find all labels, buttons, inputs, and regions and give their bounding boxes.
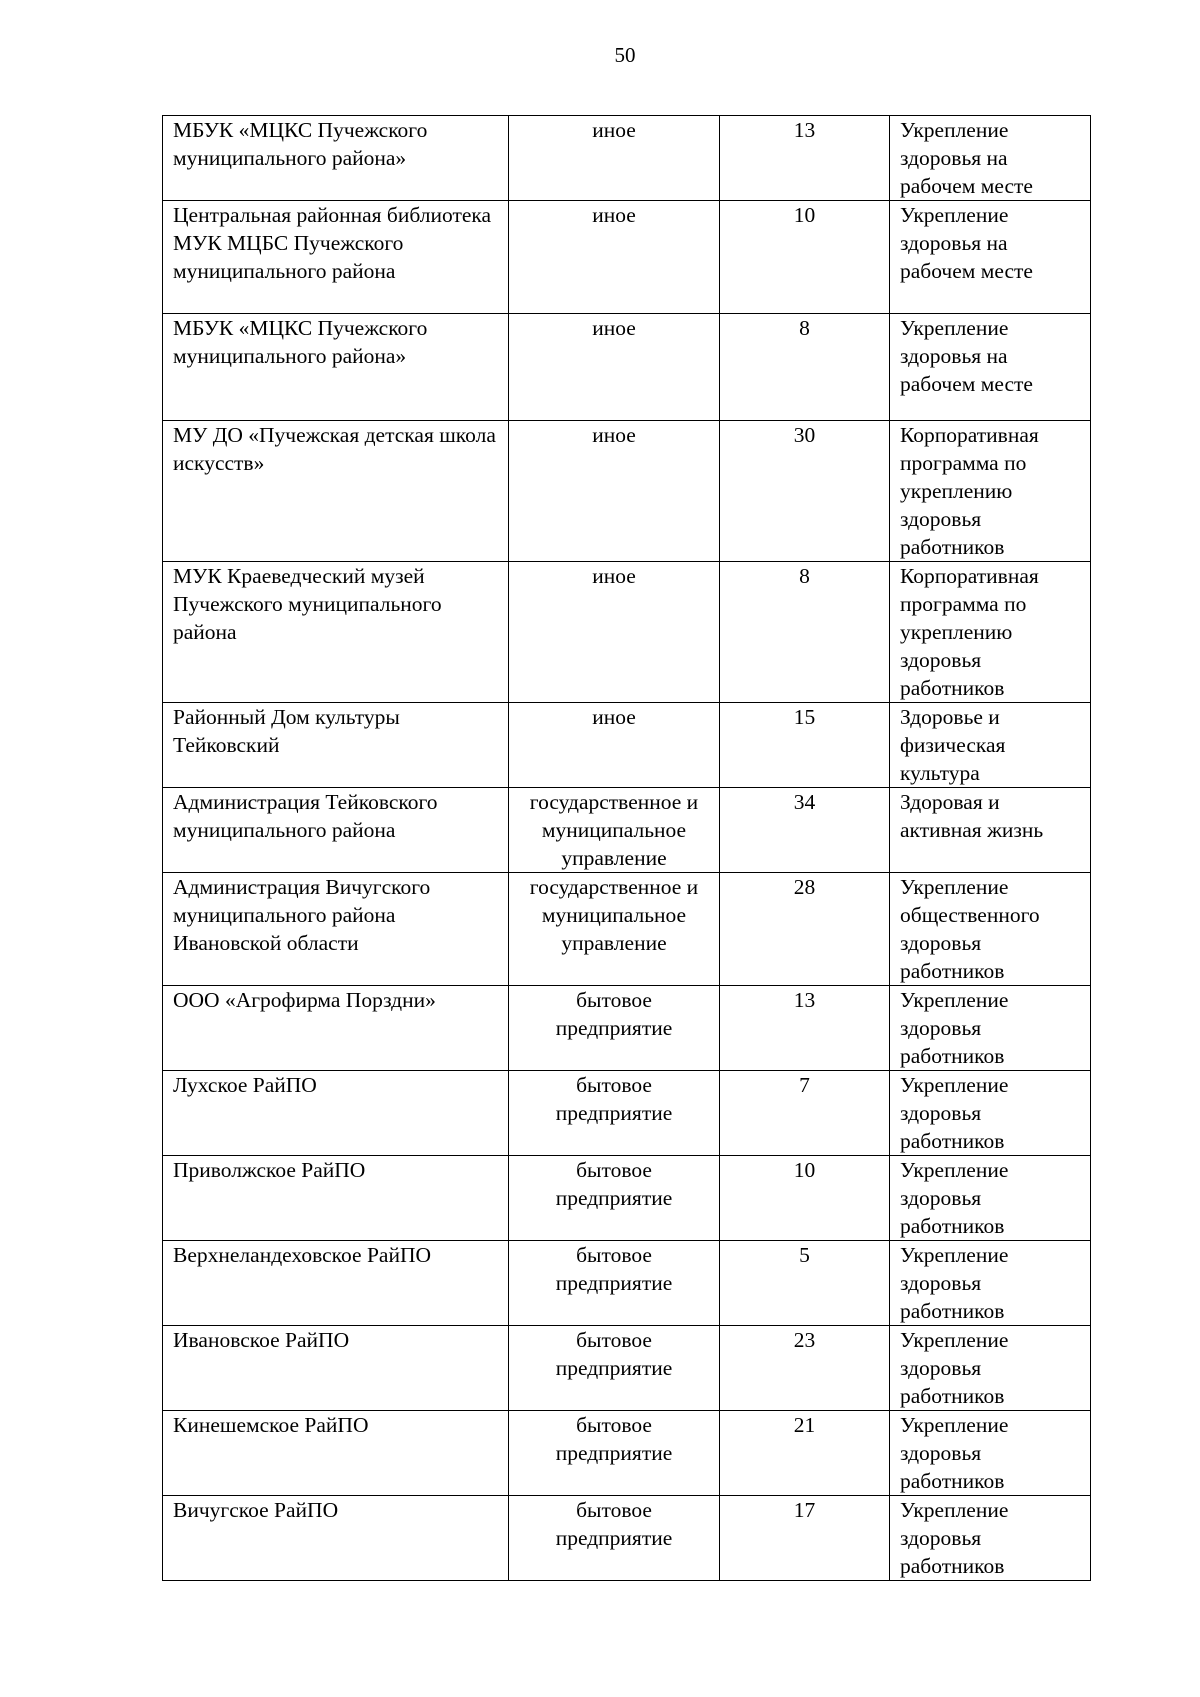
table-row bbox=[163, 116, 1091, 201]
table-row bbox=[163, 562, 1091, 703]
table-row bbox=[163, 1496, 1091, 1581]
sector-cell: бытовое предприятие bbox=[509, 1496, 720, 1581]
table-row bbox=[163, 1071, 1091, 1156]
org-cell: МБУК «МЦКС Пучежского муниципального района» bbox=[163, 116, 509, 201]
count-cell: 10 bbox=[720, 201, 890, 314]
table-row bbox=[163, 873, 1091, 986]
program-cell: Укрепление здоровья на рабочем месте bbox=[890, 116, 1091, 201]
count-cell: 17 bbox=[720, 1496, 890, 1581]
org-cell: Верхнеландеховское РайПО bbox=[163, 1241, 509, 1326]
org-cell: МБУК «МЦКС Пучежского муниципального района» bbox=[163, 314, 509, 421]
org-cell: Лухское РайПО bbox=[163, 1071, 509, 1156]
count-cell: 23 bbox=[720, 1326, 890, 1411]
sector-cell: бытовое предприятие bbox=[509, 1326, 720, 1411]
sector-cell: бытовое предприятие bbox=[509, 1156, 720, 1241]
table-row bbox=[163, 703, 1091, 788]
sector-cell: бытовое предприятие bbox=[509, 1411, 720, 1496]
count-cell: 30 bbox=[720, 421, 890, 562]
count-cell: 10 bbox=[720, 1156, 890, 1241]
organizations-table bbox=[162, 115, 1091, 1581]
org-cell: ООО «Агрофирма Порздни» bbox=[163, 986, 509, 1071]
program-cell: Укрепление здоровья работников bbox=[890, 1156, 1091, 1241]
org-cell: Вичугское РайПО bbox=[163, 1496, 509, 1581]
count-cell: 5 bbox=[720, 1241, 890, 1326]
table-row bbox=[163, 1241, 1091, 1326]
org-cell: Администрация Вичугского муниципального района Ивановской области bbox=[163, 873, 509, 986]
count-cell: 21 bbox=[720, 1411, 890, 1496]
table-row bbox=[163, 788, 1091, 873]
sector-cell: государственное и муниципальное управление bbox=[509, 788, 720, 873]
count-cell: 13 bbox=[720, 986, 890, 1071]
program-cell: Здоровье и физическая культура bbox=[890, 703, 1091, 788]
program-cell: Укрепление общественного здоровья работников bbox=[890, 873, 1091, 986]
sector-cell: иное bbox=[509, 703, 720, 788]
program-cell: Укрепление здоровья на рабочем месте bbox=[890, 314, 1091, 421]
org-cell: МУ ДО «Пучежская детская школа искусств» bbox=[163, 421, 509, 562]
table-row bbox=[163, 1156, 1091, 1241]
table-row bbox=[163, 1411, 1091, 1496]
org-cell: Районный Дом культуры Тейковский bbox=[163, 703, 509, 788]
org-cell: Приволжское РайПО bbox=[163, 1156, 509, 1241]
sector-cell: бытовое предприятие bbox=[509, 986, 720, 1071]
sector-cell: бытовое предприятие bbox=[509, 1071, 720, 1156]
sector-cell: иное bbox=[509, 201, 720, 314]
org-cell: Кинешемское РайПО bbox=[163, 1411, 509, 1496]
sector-cell: иное bbox=[509, 314, 720, 421]
org-cell: МУК Краеведческий музей Пучежского муниципального района bbox=[163, 562, 509, 703]
sector-cell: иное bbox=[509, 116, 720, 201]
count-cell: 8 bbox=[720, 314, 890, 421]
org-cell: Ивановское РайПО bbox=[163, 1326, 509, 1411]
count-cell: 7 bbox=[720, 1071, 890, 1156]
table-row bbox=[163, 421, 1091, 562]
org-cell: Центральная районная библиотека МУК МЦБС Пучежского муниципального района bbox=[163, 201, 509, 314]
table-row bbox=[163, 986, 1091, 1071]
org-cell: Администрация Тейковского муниципального района bbox=[163, 788, 509, 873]
program-cell: Укрепление здоровья работников bbox=[890, 986, 1091, 1071]
program-cell: Укрепление здоровья работников bbox=[890, 1071, 1091, 1156]
count-cell: 13 bbox=[720, 116, 890, 201]
table-row bbox=[163, 201, 1091, 314]
sector-cell: государственное и муниципальное управление bbox=[509, 873, 720, 986]
program-cell: Корпоративная программа по укреплению здоровья работников bbox=[890, 562, 1091, 703]
sector-cell: иное bbox=[509, 421, 720, 562]
sector-cell: бытовое предприятие bbox=[509, 1241, 720, 1326]
table-row bbox=[163, 1326, 1091, 1411]
program-cell: Укрепление здоровья работников bbox=[890, 1411, 1091, 1496]
page-number: 50 bbox=[614, 43, 636, 67]
program-cell: Укрепление здоровья на рабочем месте bbox=[890, 201, 1091, 314]
table-row bbox=[163, 314, 1091, 421]
count-cell: 8 bbox=[720, 562, 890, 703]
program-cell: Здоровая и активная жизнь bbox=[890, 788, 1091, 873]
program-cell: Укрепление здоровья работников bbox=[890, 1496, 1091, 1581]
count-cell: 15 bbox=[720, 703, 890, 788]
sector-cell: иное bbox=[509, 562, 720, 703]
program-cell: Корпоративная программа по укреплению здоровья работников bbox=[890, 421, 1091, 562]
count-cell: 28 bbox=[720, 873, 890, 986]
program-cell: Укрепление здоровья работников bbox=[890, 1241, 1091, 1326]
count-cell: 34 bbox=[720, 788, 890, 873]
program-cell: Укрепление здоровья работников bbox=[890, 1326, 1091, 1411]
